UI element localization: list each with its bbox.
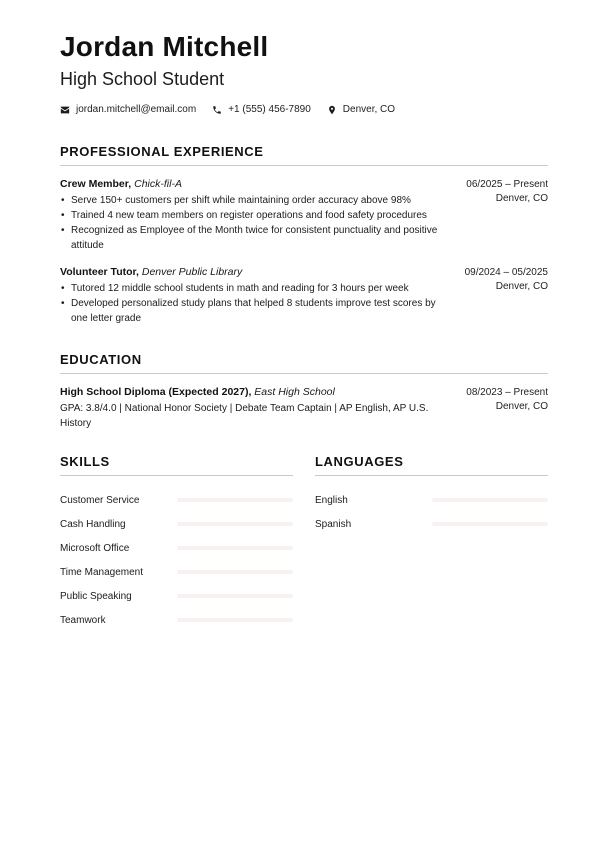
skill-row	[60, 512, 293, 536]
skill-label: Customer Service	[60, 494, 140, 506]
skill-label: Cash Handling	[60, 518, 126, 530]
skill-row	[60, 536, 293, 560]
contact-phone	[212, 104, 311, 115]
education-dates: 08/2023 – Present	[466, 387, 548, 398]
skill-bar	[177, 570, 293, 574]
language-bar	[432, 498, 548, 502]
skill-row	[60, 608, 293, 632]
email-text: jordan.mitchell@email.com	[76, 104, 197, 115]
skill-row	[60, 584, 293, 608]
language-bar	[432, 522, 548, 526]
job-org: Chick-fil-A	[134, 178, 182, 190]
education-heading: EDUCATION	[60, 352, 548, 374]
person-title: High School Student	[60, 69, 225, 89]
skill-bar	[177, 546, 293, 550]
job-bullet: • Trained 4 new team members on register operations and food safety procedures	[60, 208, 438, 223]
skill-row	[60, 560, 293, 584]
degree-name: High School Diploma (Expected 2027),	[60, 386, 252, 398]
contact-row	[60, 104, 548, 115]
school-name: East High School	[254, 386, 335, 398]
person-name: Jordan Mitchell	[60, 31, 269, 62]
job-bullet: • Serve 150+ customers per shift while maintaining order accuracy above 98%	[60, 193, 438, 208]
skill-label: Microsoft Office	[60, 542, 130, 554]
job-role: Crew Member,	[60, 178, 132, 190]
language-row	[315, 512, 548, 536]
skill-label: Time Management	[60, 566, 143, 578]
job-dates: 06/2025 – Present	[466, 179, 548, 190]
language-label: English	[315, 494, 348, 506]
experience-heading: PROFESSIONAL EXPERIENCE	[60, 144, 548, 166]
skill-bar	[177, 498, 293, 502]
skills-languages-row	[60, 454, 548, 632]
job-bullets	[60, 281, 438, 326]
job-location: Denver, CO	[495, 281, 548, 292]
language-label: Spanish	[315, 518, 352, 530]
job-location: Denver, CO	[495, 193, 548, 204]
contact-location	[327, 104, 395, 115]
language-row	[315, 488, 548, 512]
phone-text: +1 (555) 456-7890	[228, 104, 311, 115]
section-education	[60, 352, 548, 431]
experience-entry	[60, 178, 548, 253]
education-location: Denver, CO	[495, 401, 548, 412]
skills-heading: SKILLS	[60, 454, 293, 476]
email-icon	[60, 105, 70, 115]
job-bullet: • Tutored 12 middle school students in math and reading for 3 hours per week	[60, 281, 438, 296]
job-bullet: • Recognized as Employee of the Month twice for consistent punctuality and positive attitude	[60, 223, 438, 253]
languages-heading: LANGUAGES	[315, 454, 548, 476]
skill-label: Public Speaking	[60, 590, 132, 602]
location-text: Denver, CO	[342, 104, 396, 115]
section-languages	[315, 454, 548, 632]
job-role: Volunteer Tutor,	[60, 266, 139, 278]
job-bullets	[60, 193, 438, 253]
skill-bar	[177, 522, 293, 526]
section-skills	[60, 454, 293, 632]
skill-bar	[177, 594, 293, 598]
experience-entry	[60, 266, 548, 326]
skill-row	[60, 488, 293, 512]
education-entry	[60, 386, 548, 431]
phone-icon	[212, 105, 222, 115]
contact-email	[60, 104, 196, 115]
job-dates: 09/2024 – 05/2025	[464, 267, 548, 278]
job-bullet: • Developed personalized study plans that helped 8 students improve test scores by one letter grade	[60, 296, 438, 326]
section-experience	[60, 144, 548, 326]
job-org: Denver Public Library	[141, 266, 243, 278]
skill-bar	[177, 618, 293, 622]
location-pin-icon	[327, 105, 337, 115]
education-details: GPA: 3.8/4.0 | National Honor Society | Debate Team Captain | AP English, AP U.S. History	[60, 403, 429, 429]
skill-label: Teamwork	[60, 614, 106, 626]
